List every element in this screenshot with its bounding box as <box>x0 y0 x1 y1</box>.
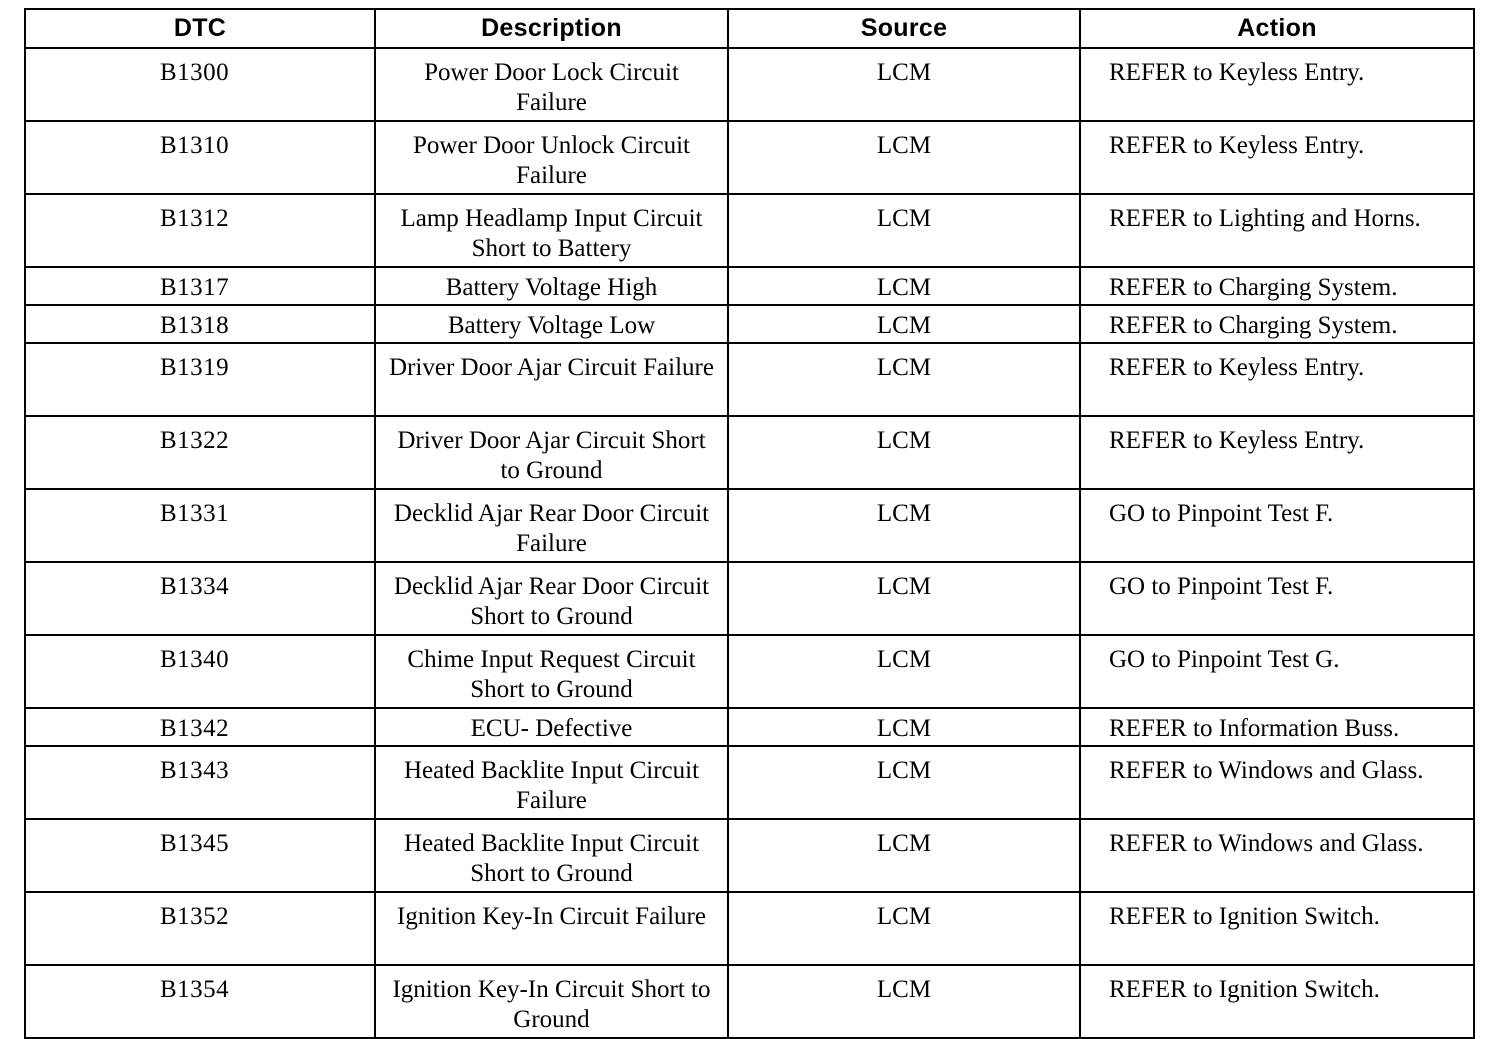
dtc-action: REFER to Ignition Switch. <box>1080 965 1474 1038</box>
dtc-action: GO to Pinpoint Test G. <box>1080 635 1474 708</box>
dtc-description: Power Door Lock Circuit Failure <box>375 48 728 121</box>
dtc-source: LCM <box>728 267 1080 305</box>
dtc-description: Heated Backlite Input Circuit Short to Ground <box>375 819 728 892</box>
dtc-source: LCM <box>728 416 1080 489</box>
table-row <box>25 819 1474 892</box>
dtc-source: LCM <box>728 708 1080 746</box>
dtc-code: B1352 <box>25 892 375 965</box>
dtc-source: LCM <box>728 892 1080 965</box>
dtc-description: Chime Input Request Circuit Short to Ground <box>375 635 728 708</box>
dtc-code: B1340 <box>25 635 375 708</box>
dtc-code: B1334 <box>25 562 375 635</box>
dtc-description: Decklid Ajar Rear Door Circuit Failure <box>375 489 728 562</box>
dtc-code: B1322 <box>25 416 375 489</box>
table-row <box>25 965 1474 1038</box>
dtc-table <box>24 8 1475 1039</box>
dtc-description: Driver Door Ajar Circuit Short to Ground <box>375 416 728 489</box>
table-header-row <box>25 9 1474 48</box>
dtc-code: B1343 <box>25 746 375 819</box>
dtc-action: REFER to Charging System. <box>1080 267 1474 305</box>
dtc-action: REFER to Windows and Glass. <box>1080 819 1474 892</box>
dtc-code: B1310 <box>25 121 375 194</box>
dtc-description: Battery Voltage Low <box>375 305 728 343</box>
dtc-source: LCM <box>728 194 1080 267</box>
dtc-source: LCM <box>728 48 1080 121</box>
dtc-code: B1342 <box>25 708 375 746</box>
dtc-action: REFER to Keyless Entry. <box>1080 416 1474 489</box>
dtc-description: Decklid Ajar Rear Door Circuit Short to Ground <box>375 562 728 635</box>
table-row <box>25 343 1474 416</box>
table-row <box>25 416 1474 489</box>
dtc-code: B1312 <box>25 194 375 267</box>
dtc-code: B1354 <box>25 965 375 1038</box>
table-row <box>25 746 1474 819</box>
dtc-action: REFER to Keyless Entry. <box>1080 121 1474 194</box>
dtc-description: Battery Voltage High <box>375 267 728 305</box>
table-row <box>25 48 1474 121</box>
dtc-description: Driver Door Ajar Circuit Failure <box>375 343 728 416</box>
header-dtc: DTC <box>25 9 375 48</box>
dtc-description: Heated Backlite Input Circuit Failure <box>375 746 728 819</box>
dtc-action: REFER to Keyless Entry. <box>1080 48 1474 121</box>
dtc-source: LCM <box>728 562 1080 635</box>
dtc-source: LCM <box>728 343 1080 416</box>
dtc-source: LCM <box>728 305 1080 343</box>
table-row <box>25 305 1474 343</box>
dtc-source: LCM <box>728 819 1080 892</box>
dtc-source: LCM <box>728 965 1080 1038</box>
table-row <box>25 194 1474 267</box>
dtc-code: B1319 <box>25 343 375 416</box>
header-description: Description <box>375 9 728 48</box>
dtc-code: B1331 <box>25 489 375 562</box>
table-row <box>25 267 1474 305</box>
dtc-code: B1345 <box>25 819 375 892</box>
dtc-code: B1300 <box>25 48 375 121</box>
dtc-description: Ignition Key-In Circuit Failure <box>375 892 728 965</box>
dtc-source: LCM <box>728 489 1080 562</box>
dtc-table-container <box>24 8 1473 1039</box>
table-row <box>25 562 1474 635</box>
dtc-action: REFER to Ignition Switch. <box>1080 892 1474 965</box>
dtc-action: GO to Pinpoint Test F. <box>1080 489 1474 562</box>
table-row <box>25 635 1474 708</box>
header-action: Action <box>1080 9 1474 48</box>
dtc-action: REFER to Charging System. <box>1080 305 1474 343</box>
table-row <box>25 489 1474 562</box>
dtc-source: LCM <box>728 746 1080 819</box>
dtc-action: REFER to Information Buss. <box>1080 708 1474 746</box>
table-row <box>25 121 1474 194</box>
dtc-description: ECU- Defective <box>375 708 728 746</box>
dtc-description: Lamp Headlamp Input Circuit Short to Battery <box>375 194 728 267</box>
dtc-description: Ignition Key-In Circuit Short to Ground <box>375 965 728 1038</box>
dtc-source: LCM <box>728 635 1080 708</box>
dtc-source: LCM <box>728 121 1080 194</box>
dtc-action: REFER to Keyless Entry. <box>1080 343 1474 416</box>
dtc-action: REFER to Lighting and Horns. <box>1080 194 1474 267</box>
table-row <box>25 892 1474 965</box>
dtc-code: B1317 <box>25 267 375 305</box>
dtc-code: B1318 <box>25 305 375 343</box>
header-source: Source <box>728 9 1080 48</box>
table-row <box>25 708 1474 746</box>
dtc-description: Power Door Unlock Circuit Failure <box>375 121 728 194</box>
dtc-action: REFER to Windows and Glass. <box>1080 746 1474 819</box>
dtc-action: GO to Pinpoint Test F. <box>1080 562 1474 635</box>
